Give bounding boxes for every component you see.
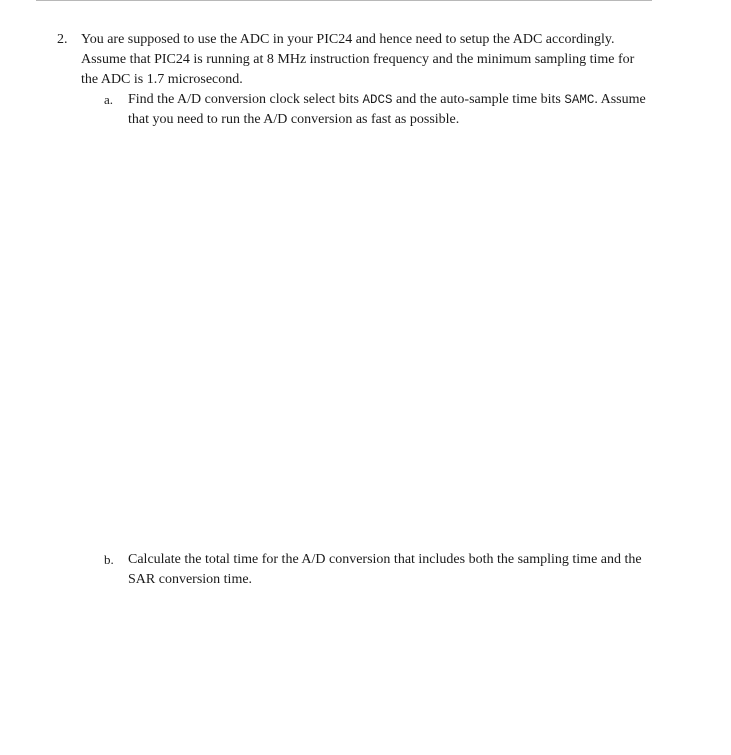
part-a [104, 90, 664, 130]
part-b [104, 550, 664, 590]
question-2 [57, 30, 657, 90]
adcs-code: ADCS [362, 93, 393, 107]
samc-code: SAMC [564, 93, 595, 107]
part-a-text-after: . Assume that you need to run the A/D conversion as fast as possible. [128, 92, 646, 127]
part-b-letter: b. [104, 552, 114, 567]
question-number: 2. [57, 32, 68, 47]
part-a-text [128, 90, 658, 130]
question-text: You are supposed to use the ADC in your PIC24 and hence need to setup the ADC accordingly. Assume that PIC24 is running at 8 MHz instruction frequency and the minimum sampling time for the ADC is 1.7 microsecond. [81, 32, 635, 87]
part-b-text: Calculate the total time for the A/D conversion that includes both the sampling time and the SAR conversion time. [128, 552, 642, 587]
part-a-letter: a. [104, 92, 114, 107]
part-a-text-middle: and the auto-sample time bits [392, 92, 565, 107]
part-a-text-before: Find the A/D conversion clock select bits [128, 92, 363, 107]
top-divider [36, 0, 652, 1]
